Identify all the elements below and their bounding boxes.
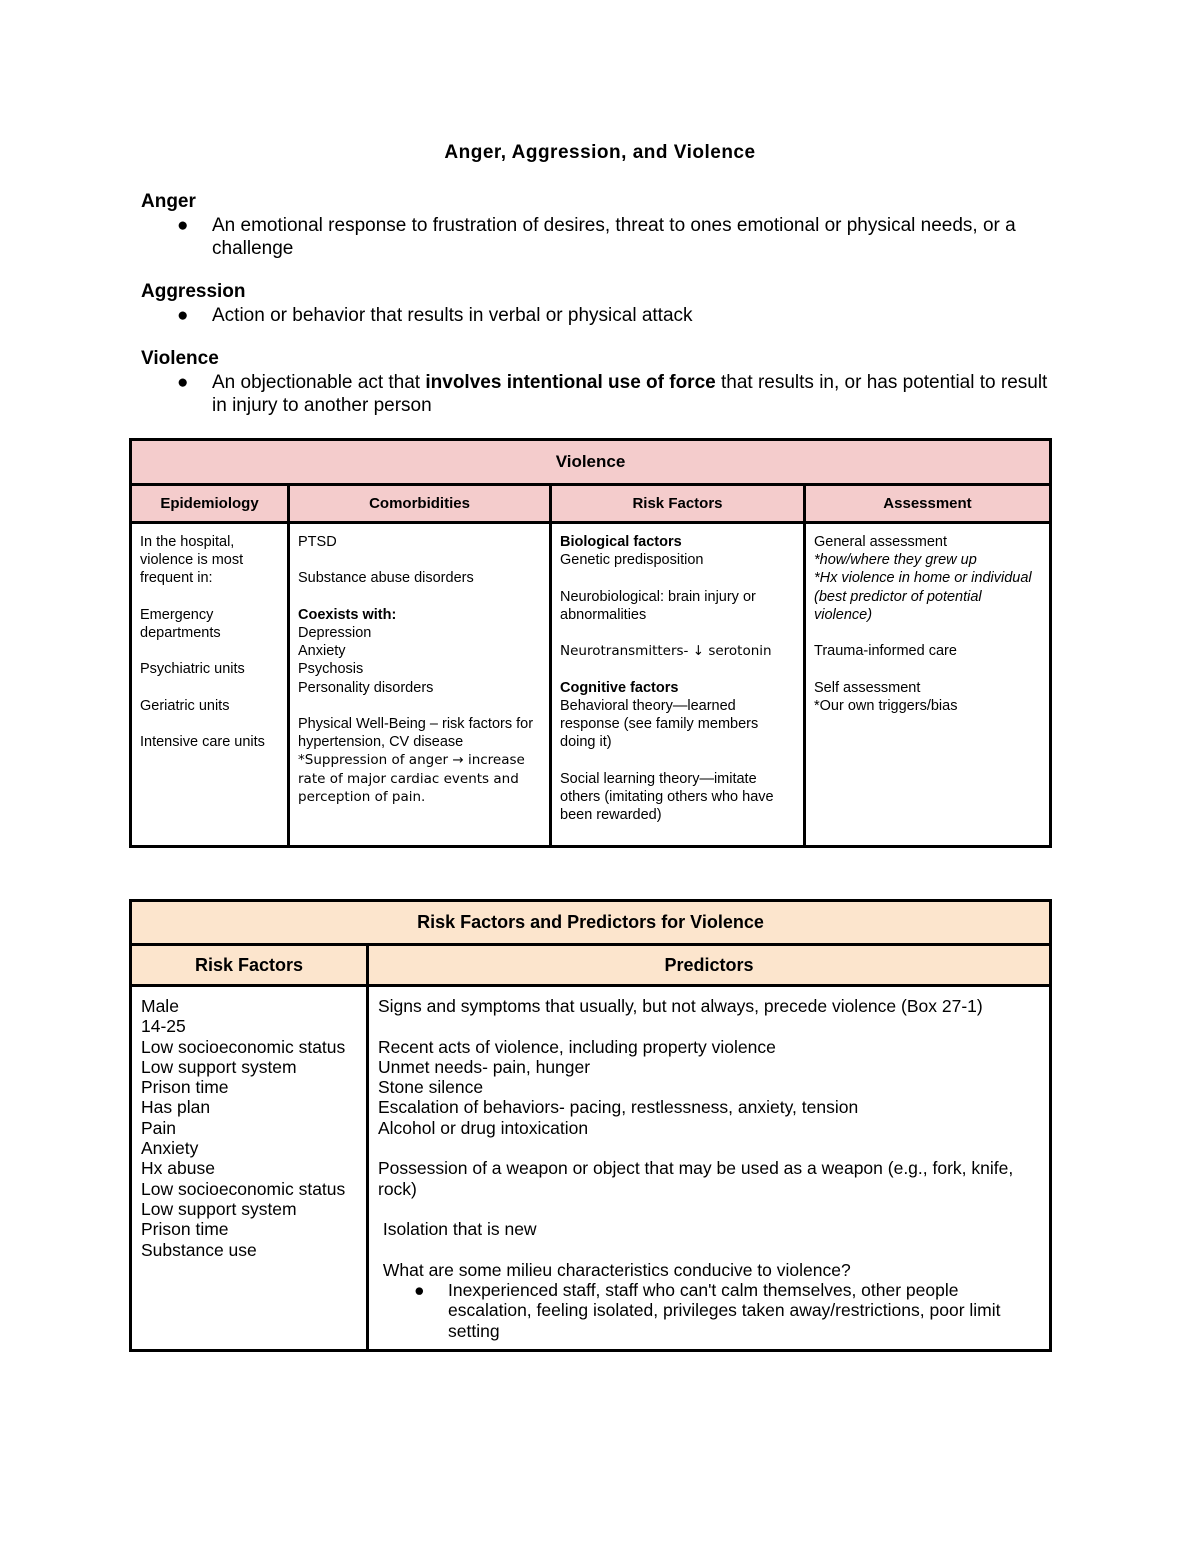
predictor-item: Unmet needs- pain, hunger xyxy=(378,1056,591,1077)
bullet-icon: ● xyxy=(414,1280,425,1301)
risk-factor-item: Prison time xyxy=(141,1219,229,1240)
violence-table-title: Violence xyxy=(131,440,1051,485)
bullet-icon: ● xyxy=(177,305,189,326)
cognitive-factors-label: Cognitive factors xyxy=(560,679,679,696)
risk-factor-item: Male xyxy=(141,996,179,1016)
assessment-note: *Hx violence in home or individual (best predictor of potential violence) xyxy=(814,570,1032,623)
milieu-answer-text: Inexperienced staff, staff who can't calm themselves, other people escalation, feeling isolated, privileges taken away/restrictions, poor limit setting xyxy=(448,1280,1001,1341)
predictor-item: Escalation of behaviors- pacing, restlessness, anxiety, tension xyxy=(378,1097,859,1118)
header-predictors: Predictors xyxy=(368,945,1051,986)
milieu-answer xyxy=(378,1280,1040,1341)
biological-factor: Neurotransmitters- ↓ serotonin xyxy=(560,643,772,660)
epidemiology-item: Emergency departments xyxy=(140,606,221,641)
violence-definition-text-after: that results in, or has potential to result in injury to another person xyxy=(212,372,1048,416)
header-assessment: Assessment xyxy=(805,485,1051,523)
risk-predictors-table xyxy=(129,899,1052,1352)
coexists-item: Depression xyxy=(298,624,372,641)
violence-definition-text-before: An objectionable act that xyxy=(212,372,426,393)
bullet-icon: ● xyxy=(177,372,189,393)
epidemiology-item: Intensive care units xyxy=(140,734,265,751)
biological-factor: Neurobiological: brain injury or abnormalities xyxy=(560,588,756,623)
milieu-question: What are some milieu characteristics conducive to violence? xyxy=(378,1259,851,1280)
predictor-item: Alcohol or drug intoxication xyxy=(378,1117,589,1138)
coexists-item: Personality disorders xyxy=(298,679,434,696)
risk-factors-cell xyxy=(551,523,805,847)
risk-factor-item: Has plan xyxy=(141,1097,211,1118)
anger-heading: Anger xyxy=(141,191,196,212)
risk-factor-item: Hx abuse xyxy=(141,1158,215,1179)
violence-table xyxy=(129,438,1052,848)
header-epidemiology: Epidemiology xyxy=(131,485,289,523)
comorbidity-ptsd: PTSD xyxy=(298,534,337,550)
risk-factors-list-cell xyxy=(131,986,368,1351)
risk-predictors-title: Risk Factors and Predictors for Violence xyxy=(131,901,1051,945)
risk-factor-item: Low socioeconomic status xyxy=(141,1178,346,1199)
predictor-item: Recent acts of violence, including property violence xyxy=(378,1036,776,1057)
assessment-note: *Our own triggers/bias xyxy=(814,697,958,714)
epidemiology-item: Geriatric units xyxy=(140,697,230,714)
bullet-icon: ● xyxy=(177,215,189,236)
epidemiology-intro: In the hospital, violence is most frequent in: xyxy=(140,534,244,587)
risk-factor-item: Low socioeconomic status xyxy=(141,1036,346,1057)
risk-factor-item: 14-25 xyxy=(141,1016,186,1037)
cognitive-factor: Social learning theory—imitate others (imitating others who have been rewarded) xyxy=(560,770,774,823)
coexists-item: Psychosis xyxy=(298,661,364,678)
predictors-cell xyxy=(368,986,1051,1351)
predictor-item: Stone silence xyxy=(378,1077,484,1098)
anger-definition xyxy=(141,214,1051,260)
comorbidities-cell xyxy=(289,523,551,847)
risk-factor-item: Substance use xyxy=(141,1239,257,1260)
aggression-heading: Aggression xyxy=(141,281,246,302)
predictors-intro: Signs and symptoms that usually, but not always, precede violence (Box 27-1) xyxy=(378,996,983,1016)
assessment-trauma: Trauma-informed care xyxy=(814,643,957,660)
aggression-section xyxy=(141,281,1051,327)
cognitive-factor: Behavioral theory—learned response (see family members doing it) xyxy=(560,697,759,751)
risk-factor-item: Anxiety xyxy=(141,1138,199,1159)
header-risk-factors: Risk Factors xyxy=(551,485,805,523)
violence-definition xyxy=(141,371,1051,417)
aggression-definition xyxy=(141,304,1051,327)
page-title: Anger, Aggression, and Violence xyxy=(444,142,756,163)
violence-heading: Violence xyxy=(141,348,219,369)
risk-factor-item: Low support system xyxy=(141,1198,297,1219)
risk-factor-item: Low support system xyxy=(141,1056,297,1077)
assessment-general: General assessment xyxy=(814,534,947,550)
comorbidity-substance: Substance abuse disorders xyxy=(298,570,474,587)
anger-definition-text: An emotional response to frustration of desires, threat to ones emotional or physical needs, or a challenge xyxy=(212,215,1016,259)
predictor-isolation: Isolation that is new xyxy=(378,1219,537,1240)
epidemiology-cell xyxy=(131,523,289,847)
header-risk-factors: Risk Factors xyxy=(131,945,368,986)
assessment-self: Self assessment xyxy=(814,679,921,696)
violence-section xyxy=(141,348,1051,417)
coexists-label: Coexists with: xyxy=(298,606,397,623)
assessment-note: *how/where they grew up xyxy=(814,552,977,569)
aggression-definition-text: Action or behavior that results in verbal or physical attack xyxy=(212,305,693,326)
header-comorbidities: Comorbidities xyxy=(289,485,551,523)
biological-factors-label: Biological factors xyxy=(560,534,682,550)
coexists-item: Anxiety xyxy=(298,643,346,660)
risk-factor-item: Prison time xyxy=(141,1077,229,1098)
anger-section xyxy=(141,191,1051,260)
wellbeing-note: Physical Well-Being – risk factors for hypertension, CV disease xyxy=(298,715,534,751)
violence-definition-emphasis: involves intentional use of force xyxy=(425,372,716,393)
epidemiology-item: Psychiatric units xyxy=(140,661,245,678)
assessment-cell xyxy=(805,523,1051,847)
suppression-note: *Suppression of anger → increase rate of major cardiac events and perception of pain. xyxy=(298,752,525,805)
predictor-weapon: Possession of a weapon or object that may be used as a weapon (e.g., fork, knife, rock) xyxy=(378,1158,1014,1199)
risk-factor-item: Pain xyxy=(141,1117,177,1138)
biological-factor: Genetic predisposition xyxy=(560,552,704,569)
